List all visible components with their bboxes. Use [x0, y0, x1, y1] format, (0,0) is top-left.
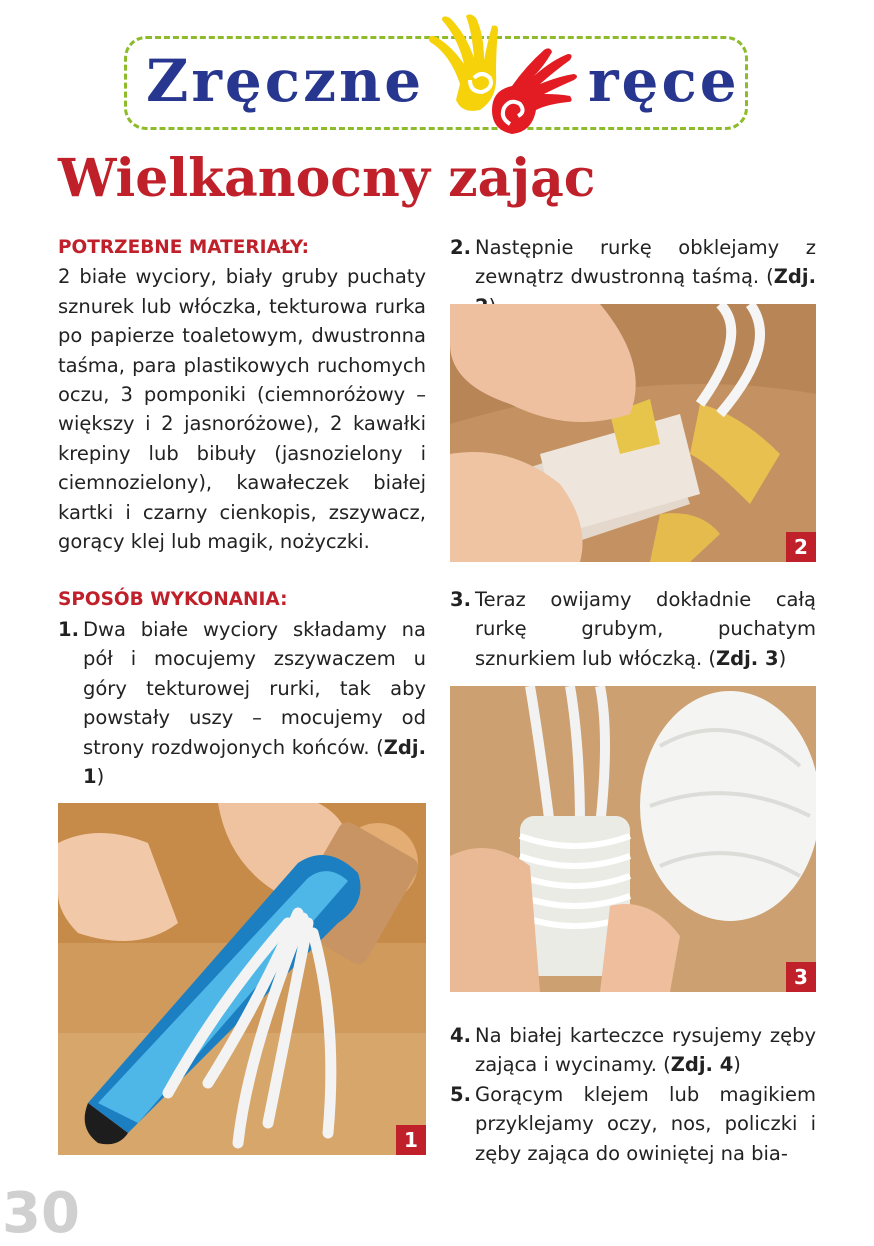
header-word-1: Zręczne: [146, 47, 425, 115]
photo-3: [450, 686, 816, 992]
step-2: 2. Następnie rurkę obklejamy z zewnątrz dwustronną taśmą. (Zdj.: [450, 233, 816, 321]
page-title: Wielkanocny zając: [58, 148, 596, 209]
photo-label-badge: 3: [786, 962, 816, 992]
step-text: Następnie rurkę obklejamy z zewnątrz dwustronną taśmą.: [475, 236, 816, 289]
step-text: Dwa białe wyciory składamy na pół i mocujemy zszywaczem u góry tekturowej rurki, tak aby powstały uszy – mocujemy od strony rozdwojonych końców.: [83, 617, 426, 759]
stapler-photo-illustration: [58, 803, 426, 1155]
step-number: 4.: [450, 1024, 471, 1047]
photo-ref: Zdj. 1: [83, 735, 426, 788]
hands-logo-icon: [420, 14, 580, 140]
photo-label-badge: 2: [786, 532, 816, 562]
step-number: 2.: [450, 236, 471, 259]
tape-photo-illustration: [450, 304, 816, 562]
materials-text: 2 białe wyciory, biały gruby puchaty sznurek lub włóczka, tekturowa rurka po papierze toaletowym, dwustronna taśma, para plastikowych ruchomych oczu, 3 pomponiki (ciemnoróżowy – większy i 2 jasnoróżowe), 2 kawałki krepiny lub bibuły (jasnozielony i ciemnozielony), kawałeczek białej kartki i czarny cienkopis, zszywacz, gorący klej lub magik, nożyczki.: [58, 265, 426, 554]
photo-2: [450, 304, 816, 562]
photo-ref: Zdj. 4: [670, 1053, 734, 1077]
steps-4-5: [450, 1021, 816, 1168]
left-column: [58, 233, 426, 791]
page-number: 30: [2, 1181, 80, 1246]
step-number: 1.: [58, 617, 79, 641]
photo-label-badge: 1: [396, 1125, 426, 1155]
photo-ref: Zdj.: [773, 265, 816, 289]
step-text: Teraz owijamy dokładnie całą rurkę grubym, puchatym sznurkiem lub włóczką.: [475, 588, 816, 670]
photo-ref: Zdj. 3: [716, 646, 779, 670]
step-text: Gorącym klejem lub magikiem przyklejamy oczy, nos, policzki i zęby zająca do owiniętej na bia-: [475, 1082, 816, 1165]
header-word-2: ręce: [588, 47, 740, 115]
method-heading: SPOSÓB WYKONANIA:: [58, 589, 288, 611]
step-4: 4. Na białej karteczce rysujemy zęby zająca i wycinamy. (Zdj. 4): [450, 1021, 816, 1080]
photo-1: [58, 803, 426, 1155]
step-text: Na białej karteczce rysujemy zęby zająca i wycinamy.: [475, 1024, 816, 1077]
step-number: 5.: [450, 1082, 471, 1106]
yarn-photo-illustration: [450, 686, 816, 992]
materials-heading: POTRZEBNE MATERIAŁY:: [58, 237, 310, 258]
step-number: 3.: [450, 588, 471, 611]
step-3: 3. Teraz owijamy dokładnie całą rurkę grubym, puchatym sznurkiem lub włóczką. (Zdj. 3): [450, 585, 816, 673]
step-1: 1. Dwa białe wyciory składamy na pół i mocujemy zszywaczem u góry tekturowej rurki, tak aby powstały uszy – mocujemy od strony rozdwojonych końców. (Zdj. 1): [58, 615, 426, 791]
step-5: [450, 1080, 816, 1168]
